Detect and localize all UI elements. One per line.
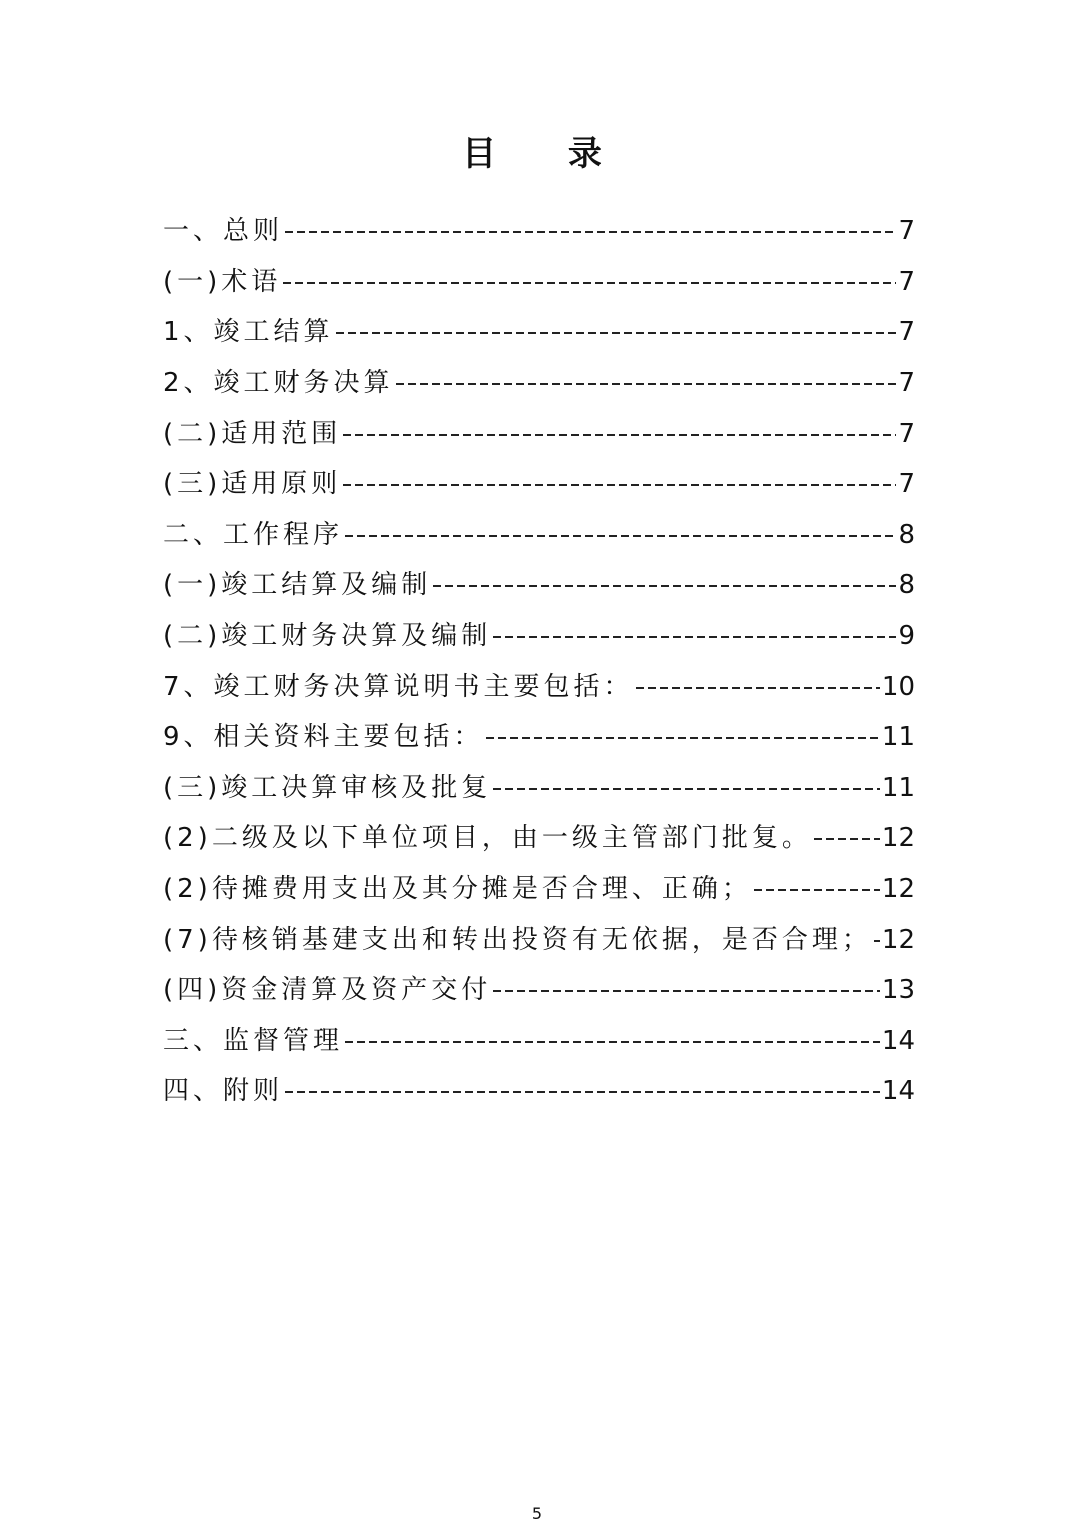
dot-leader [336,332,897,334]
toc-entry[interactable] [163,560,915,611]
toc-entry-text: (二)竣工财务决算及编制 [163,621,492,652]
toc-entry[interactable] [163,914,915,965]
toc-entry[interactable] [163,1016,915,1067]
toc-entry-page: 12 [881,874,915,905]
toc-entry[interactable] [163,257,915,308]
toc-entry-page: 7 [898,469,915,500]
toc-entry-text: (7)待核销基建支出和转出投资有无依据，是否合理； [163,924,872,955]
toc-entry-text: (2)待摊费用支出及其分摊是否合理、正确； [163,874,752,905]
toc-entry-page: 11 [881,772,915,803]
dot-leader [345,1041,880,1043]
toc-entry-page: 9 [898,621,915,652]
toc-entry-page: 14 [881,1076,915,1107]
toc-entry-text: (2)二级及以下单位项目，由一级主管部门批复。 [163,823,812,854]
dot-leader [345,535,896,537]
toc-entry[interactable] [163,459,915,510]
toc-entry-page: 8 [898,570,915,601]
toc-entry-text: (二)适用范围 [163,418,342,449]
toc-entry-page: 8 [898,519,915,550]
dot-leader [493,636,896,638]
toc-entry-page: 7 [898,266,915,297]
toc-entry-page: 11 [881,722,915,753]
toc-entry-text: (三)竣工决算审核及批复 [163,772,492,803]
toc-entry[interactable] [163,307,915,358]
table-of-contents [163,206,915,1117]
toc-entry[interactable] [163,661,915,712]
toc-entry[interactable] [163,611,915,662]
toc-entry-page: 7 [898,418,915,449]
toc-entry[interactable] [163,763,915,814]
dot-leader [874,940,880,942]
toc-entry-page: 10 [881,671,915,702]
toc-entry-text: 一、总则 [163,216,284,247]
dot-leader [343,484,896,486]
toc-entry-text: 9、相关资料主要包括： [163,722,484,753]
dot-leader [396,383,897,385]
toc-entry-text: 二、工作程序 [163,519,344,550]
toc-entry-text: 四、附则 [163,1076,284,1107]
toc-entry-text: 三、监督管理 [163,1025,344,1056]
toc-entry-page: 13 [881,975,915,1006]
toc-entry[interactable] [163,712,915,763]
toc-entry-page: 12 [881,823,915,854]
dot-leader [636,687,880,689]
toc-entry[interactable] [163,813,915,864]
toc-entry[interactable] [163,1066,915,1117]
toc-entry-text: (一)术语 [163,266,282,297]
page-title: 目 录 [462,134,632,174]
dot-leader [814,838,880,840]
toc-entry-page: 7 [898,368,915,399]
toc-entry-text: (四)资金清算及资产交付 [163,975,492,1006]
toc-entry[interactable] [163,510,915,561]
dot-leader [433,585,896,587]
toc-entry-text: 1、竣工结算 [163,317,334,348]
dot-leader [486,737,880,739]
dot-leader [343,434,896,436]
dot-leader [283,282,896,284]
toc-entry[interactable] [163,358,915,409]
toc-entry-page: 7 [898,317,915,348]
toc-entry-text: 7、竣工财务决算说明书主要包括： [163,671,634,702]
page-number: 5 [531,1504,543,1523]
toc-entry[interactable] [163,965,915,1016]
dot-leader [493,788,880,790]
dot-leader [285,231,896,233]
toc-entry-page: 14 [881,1025,915,1056]
toc-entry-page: 7 [898,216,915,247]
toc-entry[interactable] [163,206,915,257]
toc-entry-text: (一)竣工结算及编制 [163,570,432,601]
toc-entry-text: 2、竣工财务决算 [163,368,394,399]
dot-leader [285,1091,880,1093]
toc-entry-text: (三)适用原则 [163,469,342,500]
toc-entry[interactable] [163,408,915,459]
toc-entry-page: 12 [881,924,915,955]
dot-leader [754,889,880,891]
toc-entry[interactable] [163,864,915,915]
dot-leader [493,990,880,992]
